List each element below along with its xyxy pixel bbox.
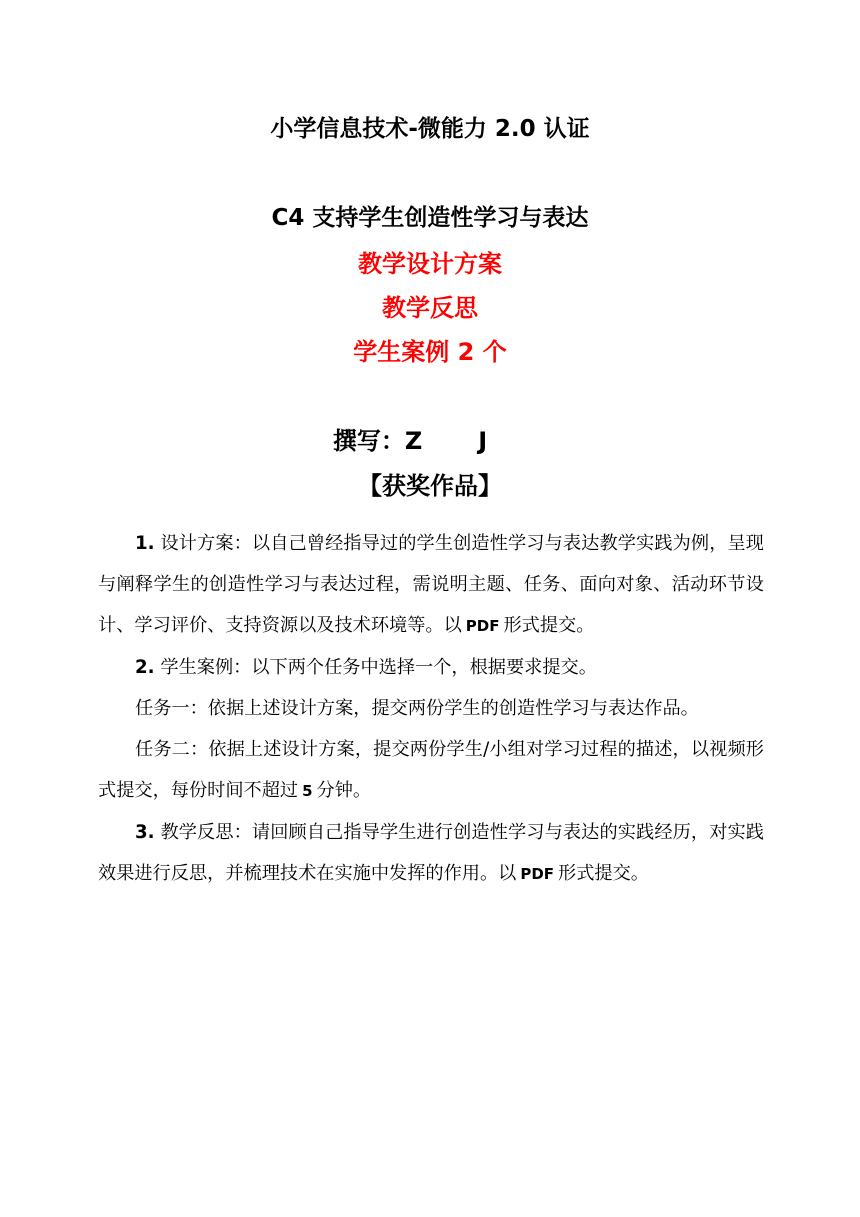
paragraph-student-cases: 2. 学生案例：以下两个任务中选择一个，根据要求提交。 bbox=[135, 657, 597, 678]
item-student-cases: 学生案例 2 个 bbox=[353, 338, 507, 366]
paragraph-task-two: 任务二：依据上述设计方案，提交两份学生/小组对学习过程的描述，以视频形式提交，每份时间不超过 5 分钟。 bbox=[98, 739, 764, 801]
author-initial: J bbox=[478, 427, 488, 455]
paragraph-reflection: 3. 教学反思：请回顾自己指导学生进行创造性学习与表达的实践经历，对实践效果进行反思，并梳理技术在实施中发挥的作用。以 PDF 形式提交。 bbox=[98, 822, 764, 884]
document-subtitle: C4 支持学生创造性学习与表达 bbox=[271, 205, 589, 231]
author-label: 撰写：Z bbox=[332, 427, 423, 455]
award-label: 【获奖作品】 bbox=[358, 472, 502, 500]
item-teaching-design: 教学设计方案 bbox=[358, 250, 502, 278]
paragraph-number: 3. bbox=[135, 822, 155, 843]
document-title: 小学信息技术-微能力 2.0 认证 bbox=[270, 116, 590, 142]
paragraph-design: 1. 设计方案：以自己曾经指导过的学生创造性学习与表达教学实践为例，呈现与阐释学生的创造性学习与表达过程，需说明主题、任务、面向对象、活动环节设计、学习评价、支持资源以及技术环境等。以 PDF 形式提交。 bbox=[98, 533, 764, 636]
author-line bbox=[0, 424, 840, 458]
requirements-body bbox=[98, 523, 764, 895]
item-teaching-reflection: 教学反思 bbox=[382, 294, 478, 322]
paragraph-number: 2. bbox=[135, 657, 155, 678]
paragraph-number: 1. bbox=[135, 533, 155, 554]
paragraph-task-one: 任务一：依据上述设计方案，提交两份学生的创造性学习与表达作品。 bbox=[135, 698, 699, 719]
